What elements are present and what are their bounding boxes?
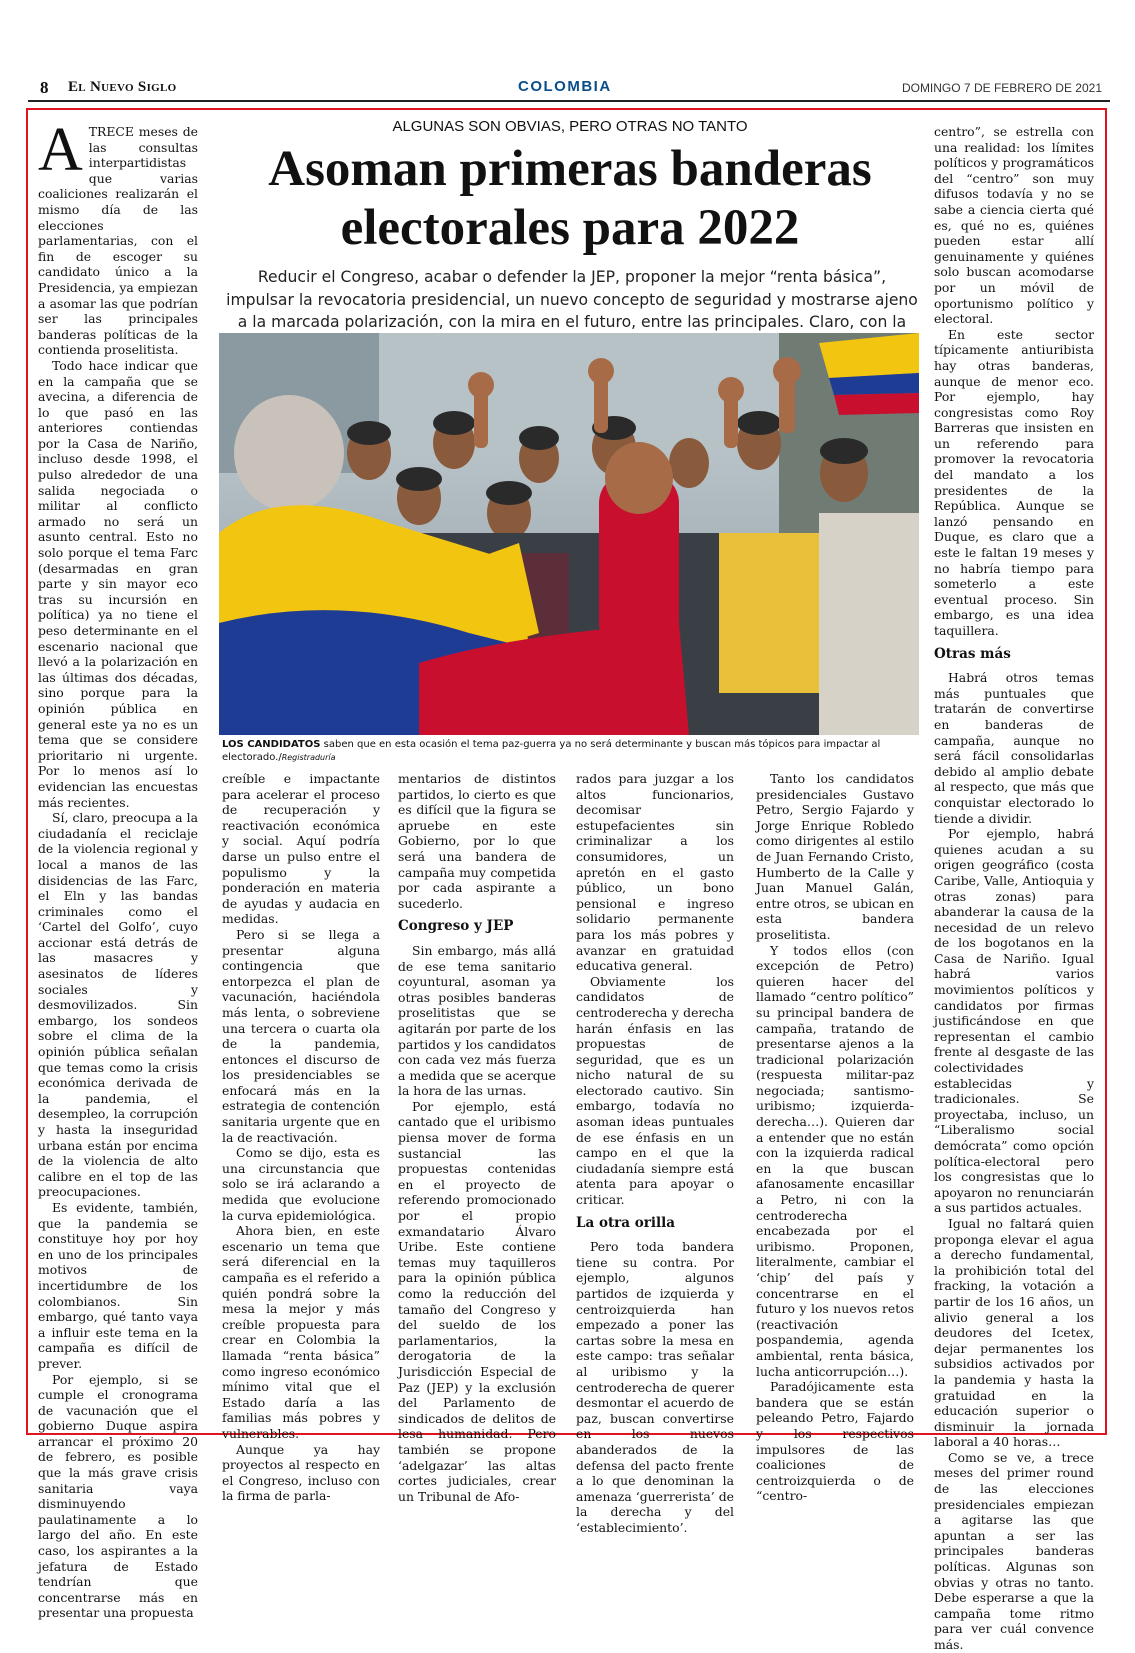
paragraph: Por ejemplo, habrá quienes acudan a su origen geográfico (costa Caribe, Valle, Antioquia y otras zonas) para abanderar la causa de la necesidad de un relevo de los bogotanos en la Casa de Nariño. Igual habrá varios movimientos políticos y candidatos por firmas justificándose en que representan el cambio frente al desgaste de las colectividades establecidas y tradicionales. Se proyectaba, incluso, un “Liberalismo social demócrata” como opción política-electoral pero los congresistas que lo apoyaron no renunciarán a sus partidos actuales. [934,826,1094,1216]
column-1 [38,116,198,1621]
paragraph: mentarios de distintos partidos, lo cierto es que es difícil que la figura se apruebe en este Gobierno, por lo que será una bandera de campaña muy competida por cada aspirante a sucederlo. [398,771,556,911]
subheading-otra-orilla: La otra orilla [576,1214,675,1231]
issue-date: DOMINGO 7 DE FEBRERO DE 2021 [901,81,1102,95]
paragraph: Y todos ellos (con excepción de Petro) quieren hacer del llamado “centro político” su principal bandera de campaña, tratando de presentarse ajenos a la tradicional polarización (respuesta militar-paz negociada; santismo-uribismo; izquierda-derecha…). Quieren dar a entender que no están con la izquierda radical en la que buscan afanosamente encasillar a Petro, ni con la centroderecha encabezada por el uribismo. Proponen, literalmente, cambiar el ‘chip’ del país y concentrarse en el futuro y los nuevos retos (reactivación pospandemia, agenda ambiental, renta básica, lucha anticorrupción…). [756,942,914,1379]
paragraph: Obviamente los candidatos de centroderecha y derecha harán énfasis en las propuestas de seguridad, que es un nicho natural de su electorado cautivo. Sin embargo, todavía no asoman ideas puntuales de ese énfasis en un campo en el que la ciudadanía siempre está atenta para apoyar o criticar. [576,973,734,1208]
paragraph: Igual no faltará quien proponga elevar el agua a derecho fundamental, la prohibición total del fracking, la votación a partir de los 16 años, un alivio general a los deudores del Icetex, dejar permanentes los subsidios activados por la pandemia y hasta la gratuidad en la educación superior o disminuir la jornada laboral a 40 horas… [934,1215,1094,1450]
column-6 [934,124,1094,1652]
page-header [28,78,1110,100]
paragraph: Ahora bien, en este escenario un tema que será diferencial en la campaña es el referido a quién pondrá sobre la mesa la mejor y más creíble propuesta para crear en Colombia la llamada “renta básica” como ingreso económico mínimo vital que el Estado daría a las familias más pobres y vulnerables. [222,1223,380,1441]
subheading-otras-mas: Otras más [934,645,1011,662]
crowd-photo-illustration [219,333,919,735]
newspaper-name: El Nuevo Siglo [68,79,177,95]
article-kicker: ALGUNAS SON OBVIAS, PERO OTRAS NO TANTO [392,118,748,135]
caption-credit: Registraduría [281,753,336,762]
column-5 [756,771,914,1504]
subheading-congreso-jep: Congreso y JEP [398,918,514,935]
paragraph: Pero si se llega a presentar alguna contingencia que entorpezca el plan de vacunación, haciéndola más lenta, o sobreviene una tercera o cuarta ola de la pandemia, entonces el discurso de los presidenciables se enfocará más en la estrategia de contención sanitaria urgente que en la de reactivación. [222,926,380,1145]
paragraph: Aunque ya hay proyectos al respecto en el Congreso, incluso con la firma de parla- [222,1441,380,1504]
article-deck: Reducir el Congreso, acabar o defender la JEP, proponer la mejor “renta básica”, impulsar la revocatoria presidencial, un nuevo concepto de seguridad y mostrarse ajeno a la marcada polarización, con la mira en el futuro, entre las principales. Claro, con la [226,268,918,331]
paragraph: Sí, claro, preocupa a la ciudadanía el reciclaje de la violencia regional y local a manos de las disidencias de las Farc, el Eln y las bandas criminales como el ‘Cartel del Golfo’, cuyo accionar está detrás de las masacres y asesinatos de líderes sociales y desmovilizados. Sin embargo, los sondeos sobre el clima de la opinión pública señalan que temas como la crisis económica derivada de la pandemia, el desempleo, la corrupción y hasta la inseguridad urbana están por encima de la violencia de alto calibre en el top de las preocupaciones. [38,810,198,1200]
column-3 [398,771,556,1504]
paragraph: Habrá otros temas más puntuales que tratarán de convertirse en banderas de campaña, aunque no será fácil consolidarlas debido al amplio debate al respecto, que más que conquistar electorado lo tiende a dividir. [934,670,1094,826]
paragraph: Todo hace indicar que en la campaña que se avecina, a diferencia de lo que pasó en las anteriores contiendas por la Casa de Nariño, incluso desde 1998, el pulso alrededor de una salida negociada o militar al conflicto armado no será un asunto central. Esto no solo porque el tema Farc (desarmadas en gran parte y sin mayor eco tras su incursión en política) ya no tiene el peso determinante en el escenario nacional que llevó a la polarización en las últimas dos décadas, sino porque para la opinión pública en general este ya no es un tema que se considere prioritario ni urgente. Por lo menos así lo evidencian las encuestas más recientes. [38,357,198,810]
paragraph: Como se dijo, esta es una circunstancia que solo se irá aclarando a medida que evolucione la curva epidemiológica. [222,1145,380,1223]
paragraph: Es evidente, también, que la pandemia se constituye hoy por hoy en uno de los principales motivos de incertidumbre de los colombianos. Sin embargo, qué tanto vaya a influir este tema en la campaña es difícil de prever. [38,1199,198,1371]
paragraph: Sin embargo, más allá de ese tema sanitario coyuntural, asoman ya otras posibles banderas proselitistas que se agitarán por parte de los partidos y los candidatos con cada vez más fuerza a medida que se acerque la hora de las urnas. [398,942,556,1099]
paragraph: rados para juzgar a los altos funcionarios, decomisar estupefacientes sin criminalizar a los consumidores, un apretón en el gasto público, un bono pensional e ingreso solidario permanente para los más pobres y avanzar en gratuidad educativa general. [576,771,734,974]
paragraph: Como se ve, a trece meses del primer round de las elecciones presidenciales empiezan a agitarse las que apuntan a ser las principales banderas políticas. Algunas son obvias y otras no tanto. Debe esperarse a que la campaña tome ritmo para ver cuál convence más. [934,1449,1094,1652]
header-rule [28,100,1110,102]
paragraph: centro”, se estrella con una realidad: los límites políticos y programáticos del “centro” son muy difusos todavía y no se sabe a ciencia cierta qué es, qué no es, quiénes pueden estar allí genuinamente y quiénes solo buscan acomodarse por un móvil de oportunismo político y electoral. [934,124,1094,327]
article-photo [219,333,919,735]
paragraph: Tanto los candidatos presidenciales Gustavo Petro, Sergio Fajardo y Jorge Enrique Robledo como dirigentes al estilo de Juan Fernando Cristo, Humberto de la Calle y Juan Manuel Galán, entre otros, se ubican en esta bandera proselitista. [756,771,914,942]
section-name: COLOMBIA [518,78,612,95]
column-4 [576,771,734,1535]
paragraph: Por ejemplo, está cantado que el uribismo piensa mover de forma sustancial las propuestas contenidas en el proyecto de referendo promocionado por el propio exmandatario Álvaro Uribe. Este contiene temas muy taquilleros para la opinión pública como la reducción del tamaño del Congreso y del sueldo de los parlamentarios, la derogatoria de la Jurisdicción Especial de Paz (JEP) y la exclusión del Parlamento de sindicados de delitos de lesa humanidad. Pero también se propone ‘adelgazar’ las altas cortes judiciales, crear un Tribunal de Afo- [398,1098,556,1504]
paragraph: TRECE meses de las consultas interpartidistas que varias coaliciones realizarán el mismo día de las elecciones parlamentarias, con el fin de escoger su candidato único a la Presidencia, ya empiezan a asomar las que podrían ser las principales banderas políticas de la contienda proselitista. [38,124,198,358]
paragraph: Pero toda bandera tiene su contra. Por ejemplo, algunos partidos de izquierda y centroizquierda han empezado a poner las cartas sobre la mesa en este campo: tras señalar al uribismo y la centroderecha de querer desmontar el acuerdo de paz, buscan convertirse en los nuevos abanderados de la defensa del pacto frente a lo que denominan la amenaza ‘guerrerista’ de la derecha y del ‘establecimiento’. [576,1239,734,1535]
paragraph: Paradójicamente esta bandera que se están peleando Petro, Fajardo y los respectivos impulsores de las coaliciones de centroizquierda o de “centro- [756,1379,914,1504]
paragraph: En este sector típicamente antiuribista hay otras banderas, aunque de menor eco. Por ejemplo, hay congresistas como Roy Barreras que insisten en un referendo para promover la revocatoria del mandato a los presidentes de la República. Aunque se lanzó pensando en Duque, es claro que a este le faltan 19 meses y no habría tiempo para someterlo a este eventual proceso. Sin embargo, es una idea taquillera. [934,326,1094,638]
article-title: Asoman primeras banderas electorales para 2022 [268,141,872,256]
column-2 [222,771,380,1504]
caption-lead: LOS CANDIDATOS [222,739,321,750]
drop-cap: A [38,116,83,184]
paragraph: creíble e impactante para acelerar el proceso de recuperación y reactivación económica y social. Aquí podría darse un pulso entre el populismo y la ponderación en materia de ayudas y audacia en medidas. [222,771,380,927]
photo-caption [222,738,922,764]
caption-text: saben que en esta ocasión el tema paz-guerra ya no será determinante y buscan más tópicos para impactar al electorado./ [222,739,881,763]
paragraph: Por ejemplo, si se cumple el cronograma de vacunación que el gobierno Duque aspira arrancar el próximo 20 de febrero, es posible que la más grave crisis sanitaria vaya disminuyendo paulatinamente a lo largo del año. En este caso, los aspirantes a la jefatura de Estado tendrían que concentrarse más en presentar una propuesta [38,1371,198,1621]
page-number: 8 [40,78,49,97]
